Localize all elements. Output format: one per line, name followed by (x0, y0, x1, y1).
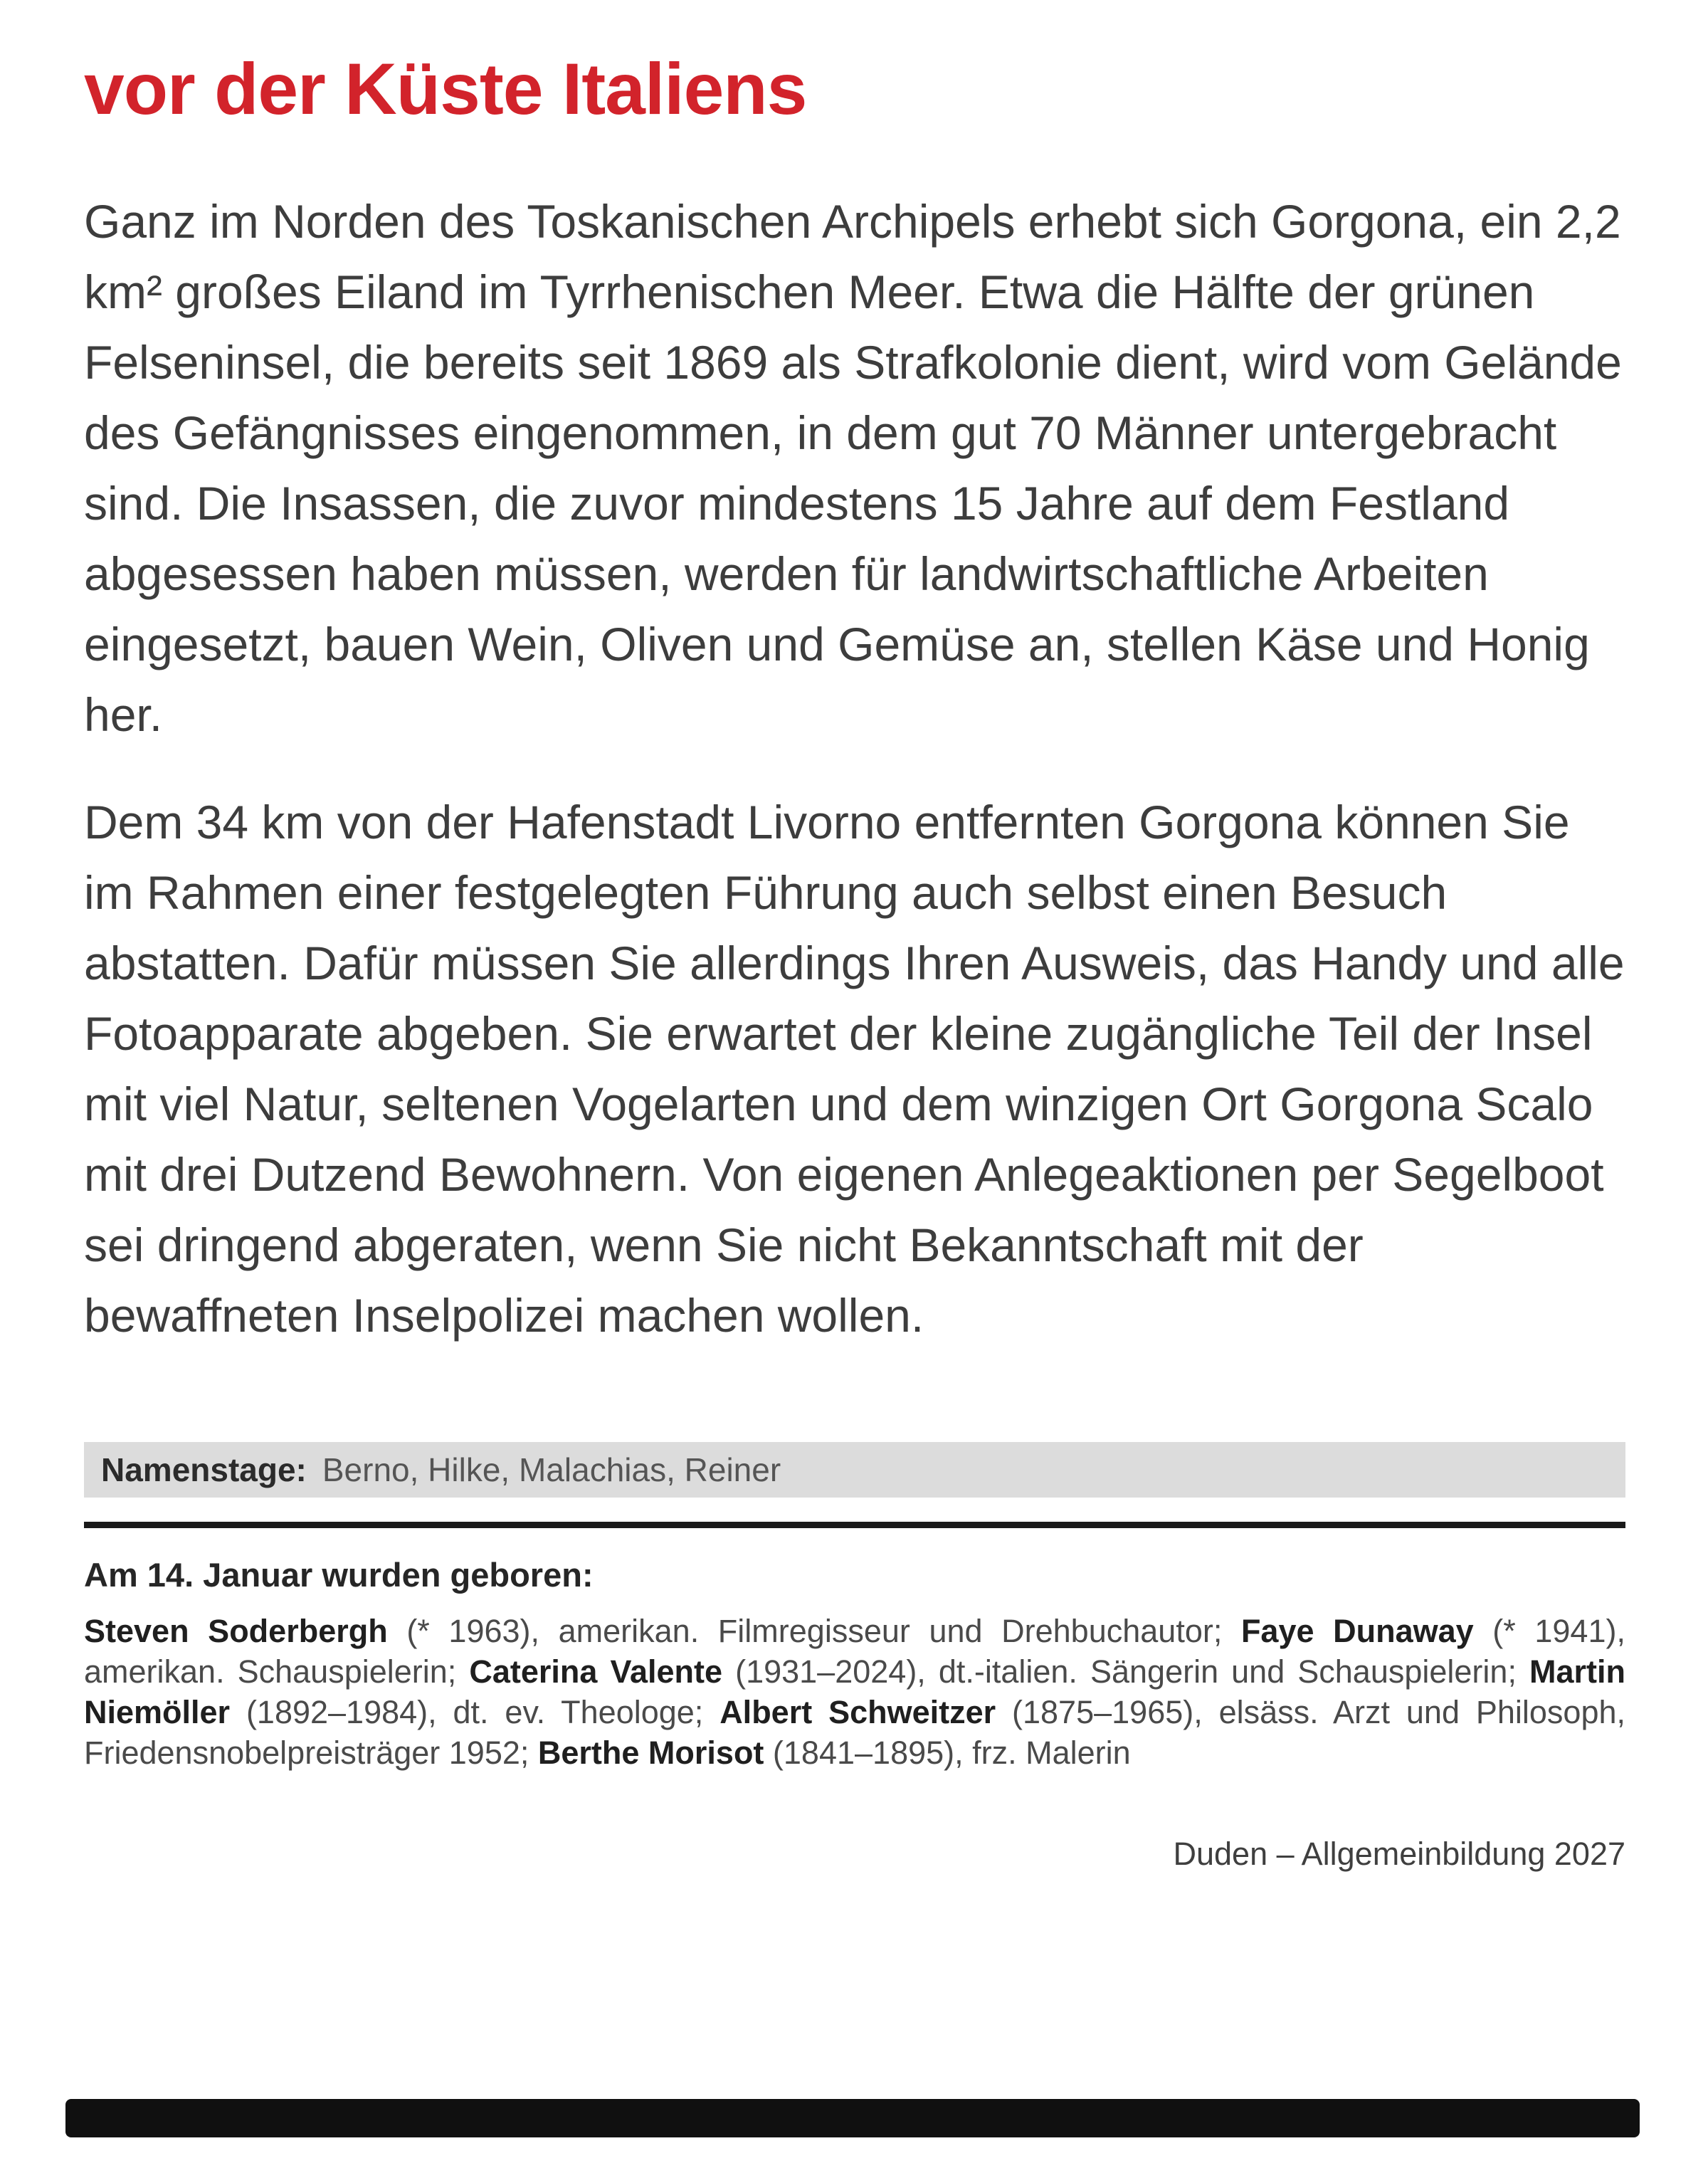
article-paragraph-1: Ganz im Norden des Toskanischen Archipels erhebt sich Gorgona, ein 2,2 km² großes Eiland im Tyrrhenischen Meer. Etwa die Hälfte der grünen Felseninsel, die bereits seit 1869 als Strafkolonie dient, wird vom Gelände des Gefängnisses eingenommen, in dem gut 70 Männer untergebracht sind. Die Insassen, die zuvor mindestens 15 Jahre auf dem Festland abgesessen haben müssen, werden für landwirtschaftliche Arbeiten eingesetzt, bauen Wein, Oliven und Gemüse an, stellen Käse und Honig her. (84, 195, 1622, 742)
born-name-6: Berthe Morisot (537, 1735, 764, 1772)
born-name-2: Faye Dunaway (1240, 1613, 1474, 1650)
page-title: vor der Küste Italiens (84, 48, 807, 130)
namenstage-names: Berno, Hilke, Malachias, Reiner (322, 1451, 781, 1489)
divider-rule (84, 1522, 1625, 1528)
binding-bar (65, 2099, 1640, 2137)
born-paragraph (84, 1611, 1625, 1773)
born-name-1: Steven Soderbergh (84, 1613, 388, 1650)
born-details-5: (1875–1965), elsäss. Arzt und Philosoph, Friedensnobelpreisträger 1952; (84, 1694, 1625, 1772)
article-paragraph-2: Dem 34 km von der Hafenstadt Livorno entfernten Gorgona können Sie im Rahmen einer festgelegten Führung auch selbst einen Besuch abstatten. Dafür müssen Sie allerdings Ihren Ausweis, das Handy und alle Fotoapparate abgeben. Sie erwartet der kleine zugängliche Teil der Insel mit viel Natur, seltenen Vogelarten und dem winzigen Ort Gorgona Scalo mit drei Dutzend Bewohnern. Von eigenen Anlegeaktionen per Segelboot sei dringend abgeraten, wenn Sie nicht Bekanntschaft mit der bewaffneten Inselpolizei machen wollen. (84, 796, 1625, 1342)
born-details-1: (* 1963), amerikan. Filmregisseur und Drehbuchautor; (387, 1613, 1241, 1650)
born-details-3: (1931–2024), dt.-italien. Sängerin und Schauspielerin; (722, 1653, 1529, 1690)
born-name-5: Albert Schweitzer (719, 1694, 996, 1731)
namenstage-bar (84, 1442, 1625, 1498)
born-details-6: (1841–1895), frz. Malerin (764, 1735, 1131, 1772)
born-details-2: (* 1941), amerikan. Schauspielerin; (84, 1613, 1625, 1690)
born-heading: Am 14. Januar wurden geboren: (84, 1556, 594, 1594)
born-name-4: Martin Niemöller (84, 1653, 1625, 1731)
namenstage-label: Namenstage: (101, 1451, 307, 1489)
footer-credit: Duden – Allgemeinbildung 2027 (1173, 1836, 1625, 1873)
born-name-3: Caterina Valente (469, 1653, 723, 1690)
born-details-4: (1892–1984), dt. ev. Theologe; (230, 1694, 720, 1731)
